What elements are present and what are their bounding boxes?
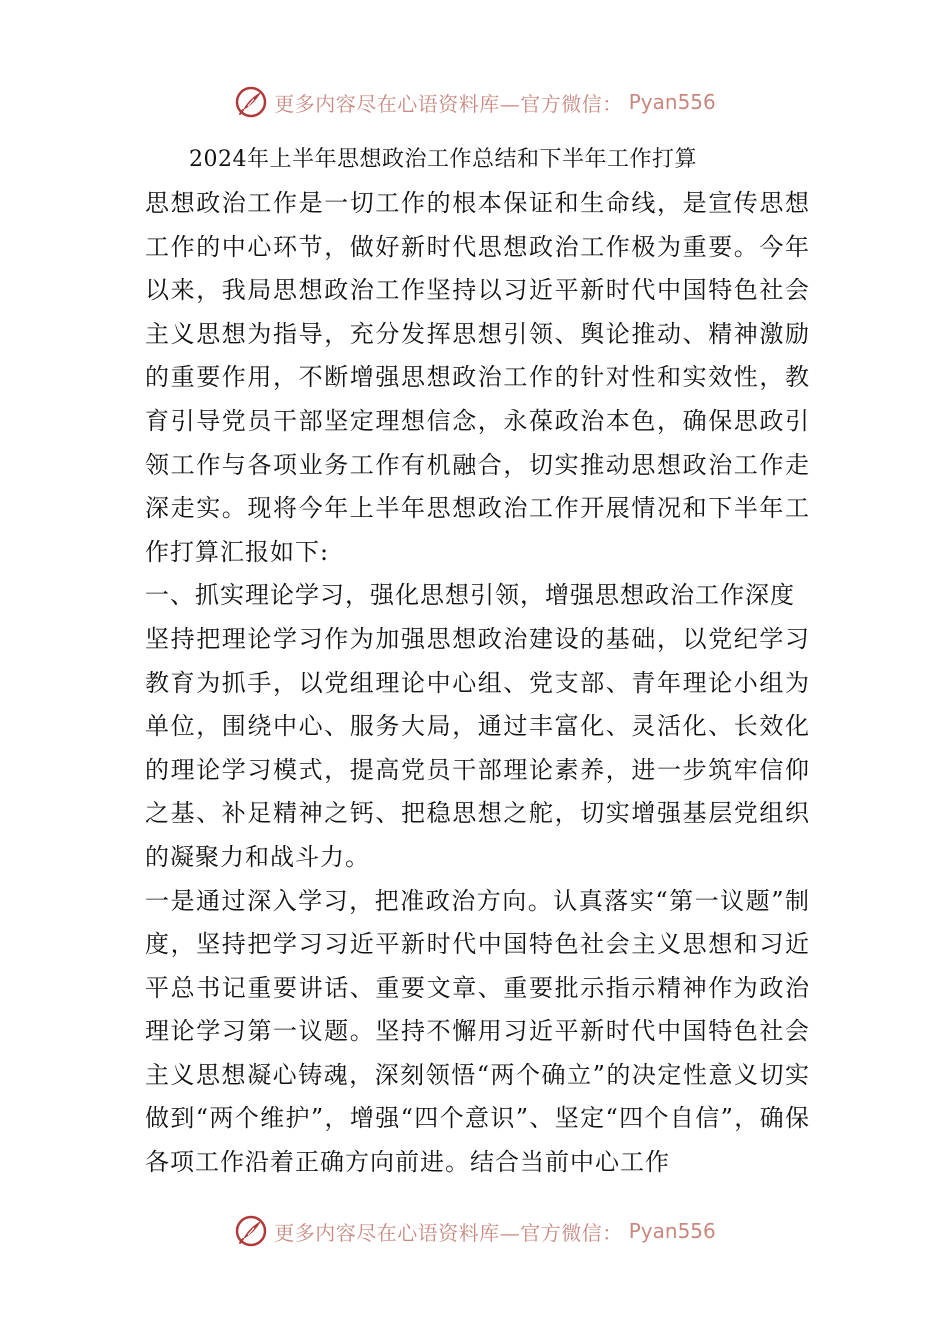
watermark-text: 更多内容尽在心语资料库—官方微信： [274,1220,623,1245]
watermark-footer [0,1211,950,1251]
watermark-wechat-id: Pyan556 [628,90,716,114]
watermark-text: 更多内容尽在心语资料库—官方微信： [274,91,623,116]
section-heading-1: 一、抓实理论学习，强化思想引领，增强思想政治工作深度 [145,581,795,610]
watermark-wechat-id: Pyan556 [628,1219,716,1243]
quill-logo-icon [234,85,268,119]
paragraph-intro: 思想政治工作是一切工作的根本保证和生命线，是宣传思想工作的中心环节，做好新时代思想政治工作极为重要。今年以来，我局思想政治工作坚持以习近平新时代中国特色社会主义思想为指导，充分发挥思想引领、舆论推动、精神激励的重要作用，不断增强思想政治工作的针对性和实效性，教育引导党员干部坚定理想信念，永葆政治本色，确保思政引领工作与各项业务工作有机融合，切实推动思想政治工作走深走实。现将今年上半年思想政治工作开展情况和下半年工作打算汇报如下: [145,189,810,566]
quill-logo-icon [234,1214,268,1248]
document-body [145,138,810,1185]
paragraph-section-1: 坚持把理论学习作为加强思想政治建设的基础，以党纪学习教育为抓手，以党组理论中心组、党支部、青年理论小组为单位，围绕中心、服务大局，通过丰富化、灵活化、长效化的理论学习模式，提高党员干部理论素养，进一步筑牢信仰之基、补足精神之钙、把稳思想之舵，切实增强基层党组织的凝聚力和战斗力。 [145,624,810,871]
document-title: 2024年上半年思想政治工作总结和下半年工作打算 [189,147,697,172]
paragraph-point-1: 一是通过深入学习，把准政治方向。认真落实“第一议题”制度，坚持把学习习近平新时代中国特色社会主义思想和习近平总书记重要讲话、重要文章、重要批示指示精神作为政治理论学习第一议题。坚持不懈用习近平新时代中国特色社会主义思想凝心铸魂，深刻领悟“两个确立”的决定性意义切实做到“两个维护”，增强“四个意识”、坚定“四个自信”，确保各项工作沿着正确方向前进。结合当前中心工作 [145,886,810,1177]
watermark-header [0,82,950,122]
